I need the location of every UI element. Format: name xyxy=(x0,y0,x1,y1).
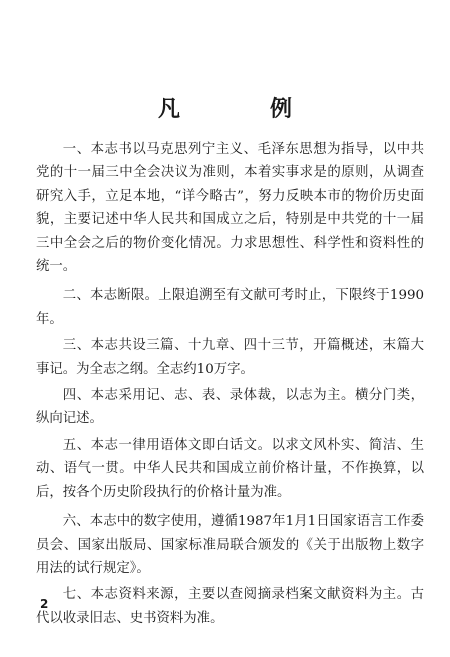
paragraph-4: 四、本志采用记、志、表、录体裁，以志为主。横分门类，纵向记述。 xyxy=(36,388,424,427)
page-title: 凡 例 xyxy=(157,96,326,122)
paragraph-3: 三、本志共设三篇、十九章、四十三节，开篇概述，末篇大事记。为全志之纲。全志约10万字。 xyxy=(36,338,424,377)
paragraph-7: 七、本志资料来源，主要以查阅摘录档案文献资料为主。古代以收录旧志、史书资料为准。 xyxy=(36,587,424,626)
paragraph-2: 二、本志断限。上限追溯至有文献可考时止，下限终于1990年。 xyxy=(36,288,424,327)
paragraph-5: 五、本志一律用语体文即白话文。以求文风朴实、简洁、生动、语气一贯。中华人民共和国成立前价格计量，不作换算，以后，按各个历史阶段执行的价格计量为准。 xyxy=(36,437,424,500)
paragraph-6: 六、本志中的数字使用，遵循1987年1月1日国家语言工作委员会、国家出版局、国家标准局联合颁发的《关于出版物上数字用法的试行规定》。 xyxy=(36,514,424,576)
guidelines-body xyxy=(36,138,424,636)
page-number: 2 xyxy=(40,597,49,611)
paragraph-1: 一、本志书以马克思列宁主义、毛泽东思想为指导，以中共党的十一届三中全会决议为准则，本着实事求是的原则，从调查研究入手，立足本地，“详今略古”，努力反映本市的物价历史面貌，主要记述中华人民共和国成立之后，特别是中共党的十一届三中全会之后的物价变化情况。力求思想性、科学性和资料性的统一。 xyxy=(36,142,424,275)
